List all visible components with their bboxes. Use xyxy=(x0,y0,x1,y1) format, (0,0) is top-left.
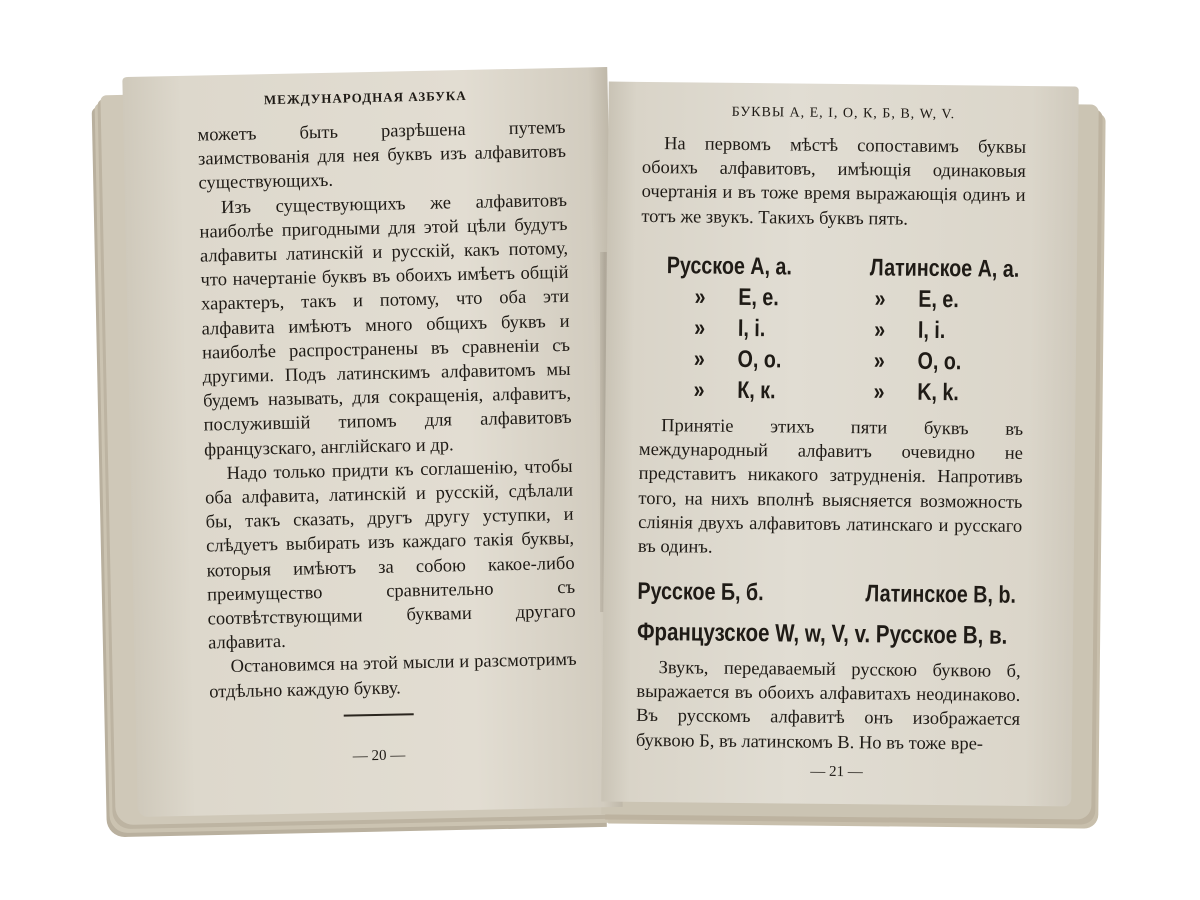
page-number-left: — 20 — xyxy=(352,747,406,765)
running-head-right: БУКВЫ А, Е, I, О, К, Б, В, W, V. xyxy=(731,104,956,123)
cell-latin: Латинское А, a. xyxy=(869,254,1020,283)
end-rule xyxy=(344,713,414,716)
cell-latin: » O, o. xyxy=(873,347,962,376)
table-row xyxy=(634,281,1094,317)
paragraph: можетъ быть разрѣшена путемъ заимствованія для нея буквъ изъ алфавитовъ существующихъ. xyxy=(197,117,567,194)
running-head-left: МЕЖДУНАРОДНАЯ АЗБУКА xyxy=(263,87,467,108)
left-page-text xyxy=(197,116,577,704)
cell-latin: » I, i. xyxy=(874,316,946,345)
table-row xyxy=(633,374,1093,410)
cell-russian: » К, к. xyxy=(693,376,776,405)
page-number-right: — 21 — xyxy=(810,763,863,781)
paragraph: На первомъ мѣстѣ сопоставимъ буквы обоихъ алфавитовъ, имѣющія одинаковыя очертанія и въ тоже время выражающія одинъ и тотъ же звукъ. Такихъ буквъ пять. xyxy=(641,134,1027,230)
paragraph: Надо только придти къ соглашенію, чтобы оба алфавита, латинскій и русскій, сдѣлали бы, такъ сказать, другъ другу уступки, и слѣдуетъ выбирать изъ каждаго такія буквы, которыя имѣютъ за собою какое-либо преимущество сравнительно съ соотвѣтствующими буквами другаго алфавита. xyxy=(204,456,576,654)
cell-latin: » E, e. xyxy=(874,285,959,314)
cell-russian: Русское А, а. xyxy=(666,252,793,281)
table-row xyxy=(635,250,1095,286)
paragraph: Принятіе этихъ пяти буквъ въ международный алфавитъ очевидно не представитъ никакого затрудненія. Напротивъ того, на нихъ вполнѣ выясняется возможность слiянія двухъ алфавитовъ латинскаго и русскаго въ одинъ. xyxy=(637,416,1024,558)
paragraph: Остановимся на этой мысли и разсмотримъ отдѣльно каждую букву. xyxy=(208,650,577,703)
paragraph: Звукъ, передаваемый русскою буквою б, выражается въ обоихъ алфавитахъ неодинаково. Въ русскомъ алфавитѣ онъ изображается буквою Б, въ латинскомъ B. Но въ тоже вре- xyxy=(635,658,1021,755)
french-w-line: Французское W, w, V, v. Русское В, в. xyxy=(636,617,1008,650)
right-page xyxy=(601,82,1079,807)
cell-latin: » K, k. xyxy=(873,378,960,407)
left-page xyxy=(122,67,622,817)
third-paragraph xyxy=(636,656,1021,757)
letter-comparison-table xyxy=(633,250,1095,410)
second-paragraph xyxy=(638,414,1023,563)
paragraph: Изъ существующихъ же алфавитовъ наиболѣе пригодными для этой цѣли будутъ алфавиты латинскій и русскій, какъ потому, что начертаніе буквъ въ обоихъ имѣетъ общій характеръ, такъ и потому, что оба эти алфавита имѣютъ много общихъ буквъ и наиболѣе распространены въ сравненіи съ другими. Подъ латинскимъ алфавитомъ мы будемъ называть, для сокращенія, алфавитъ, послужившій типомъ для алфавитовъ французскаго, англійскаго и др. xyxy=(199,190,572,461)
open-book xyxy=(100,62,1100,822)
cell-russian: » Е, е. xyxy=(694,283,779,312)
table-row xyxy=(634,312,1094,348)
russian-b-line: Русское Б, б. xyxy=(637,577,764,607)
cell-russian: » I, i. xyxy=(694,314,766,343)
table-row xyxy=(634,343,1094,379)
cell-russian: » О, о. xyxy=(693,345,782,374)
intro-paragraph xyxy=(641,132,1026,233)
latin-b-line: Латинское B, b. xyxy=(865,580,1017,609)
